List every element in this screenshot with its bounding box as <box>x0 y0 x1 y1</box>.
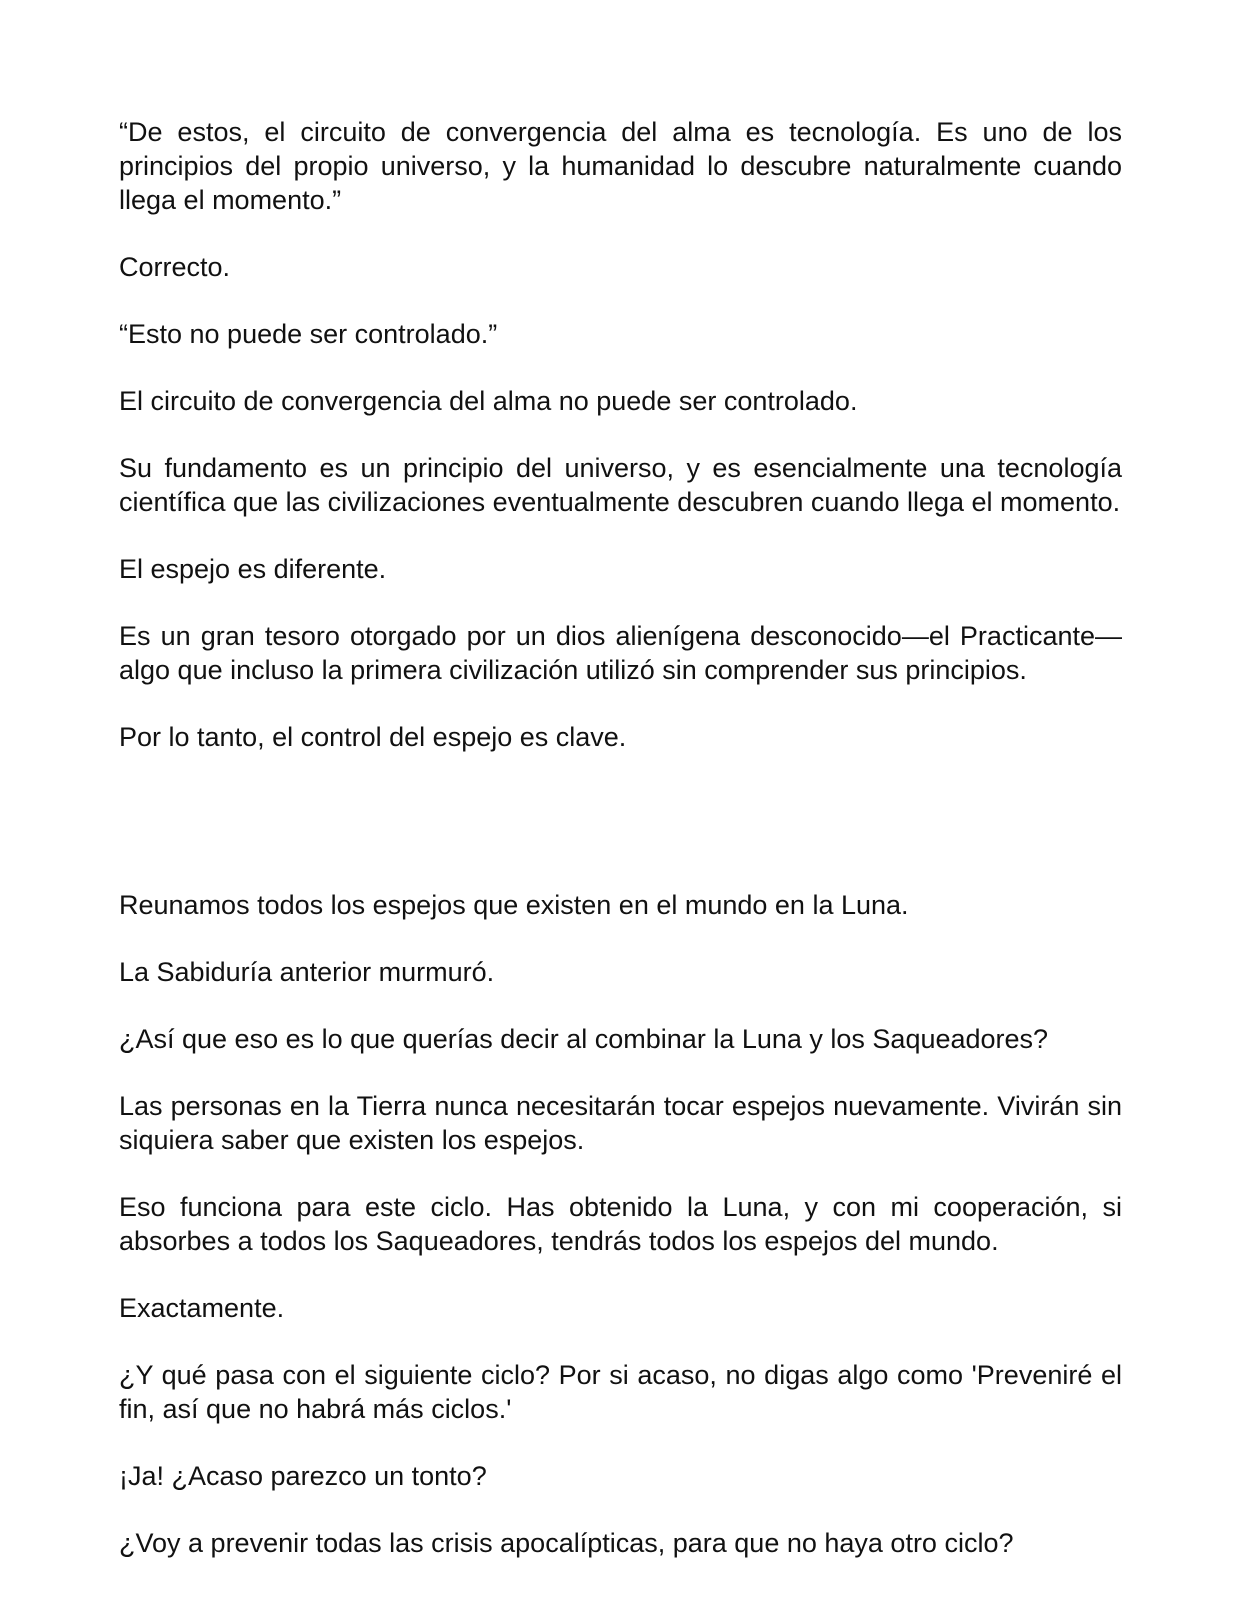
paragraph: Correcto. <box>119 252 231 282</box>
paragraph: Por lo tanto, el control del espejo es clave. <box>119 722 627 752</box>
paragraph: ¿Voy a prevenir todas las crisis apocalípticas, para que no haya otro ciclo? <box>119 1528 1014 1558</box>
paragraph: Las personas en la Tierra nunca necesitarán tocar espejos nuevamente. Vivirán sin siquiera saber que existen los espejos. <box>119 1091 1122 1155</box>
paragraph: ¡Ja! ¿Acaso parezco un tonto? <box>119 1461 487 1491</box>
document-page <box>119 115 1122 1593</box>
paragraph: El espejo es diferente. <box>119 554 387 584</box>
paragraph: ¿Así que eso es lo que querías decir al combinar la Luna y los Saqueadores? <box>119 1024 1049 1054</box>
paragraph: Es un gran tesoro otorgado por un dios alienígena desconocido—el Practicante—algo que incluso la primera civilización utilizó sin comprender sus principios. <box>119 621 1122 685</box>
paragraph: Exactamente. <box>119 1293 285 1323</box>
section-break <box>119 787 1122 855</box>
paragraph: ¿Y qué pasa con el siguiente ciclo? Por si acaso, no digas algo como 'Preveniré el fin, así que no habrá más ciclos.' <box>119 1360 1122 1424</box>
paragraph: “Esto no puede ser controlado.” <box>119 319 498 349</box>
paragraph: Reunamos todos los espejos que existen en el mundo en la Luna. <box>119 890 909 920</box>
paragraph: El circuito de convergencia del alma no puede ser controlado. <box>119 386 858 416</box>
paragraph: Su fundamento es un principio del universo, y es esencialmente una tecnología científica que las civilizaciones eventualmente descubren cuando llega el momento. <box>119 453 1122 517</box>
paragraph: Eso funciona para este ciclo. Has obtenido la Luna, y con mi cooperación, si absorbes a todos los Saqueadores, tendrás todos los espejos del mundo. <box>119 1192 1122 1256</box>
paragraph: La Sabiduría anterior murmuró. <box>119 957 495 987</box>
paragraph: “De estos, el circuito de convergencia del alma es tecnología. Es uno de los principios del propio universo, y la humanidad lo descubre naturalmente cuando llega el momento.” <box>119 117 1122 215</box>
